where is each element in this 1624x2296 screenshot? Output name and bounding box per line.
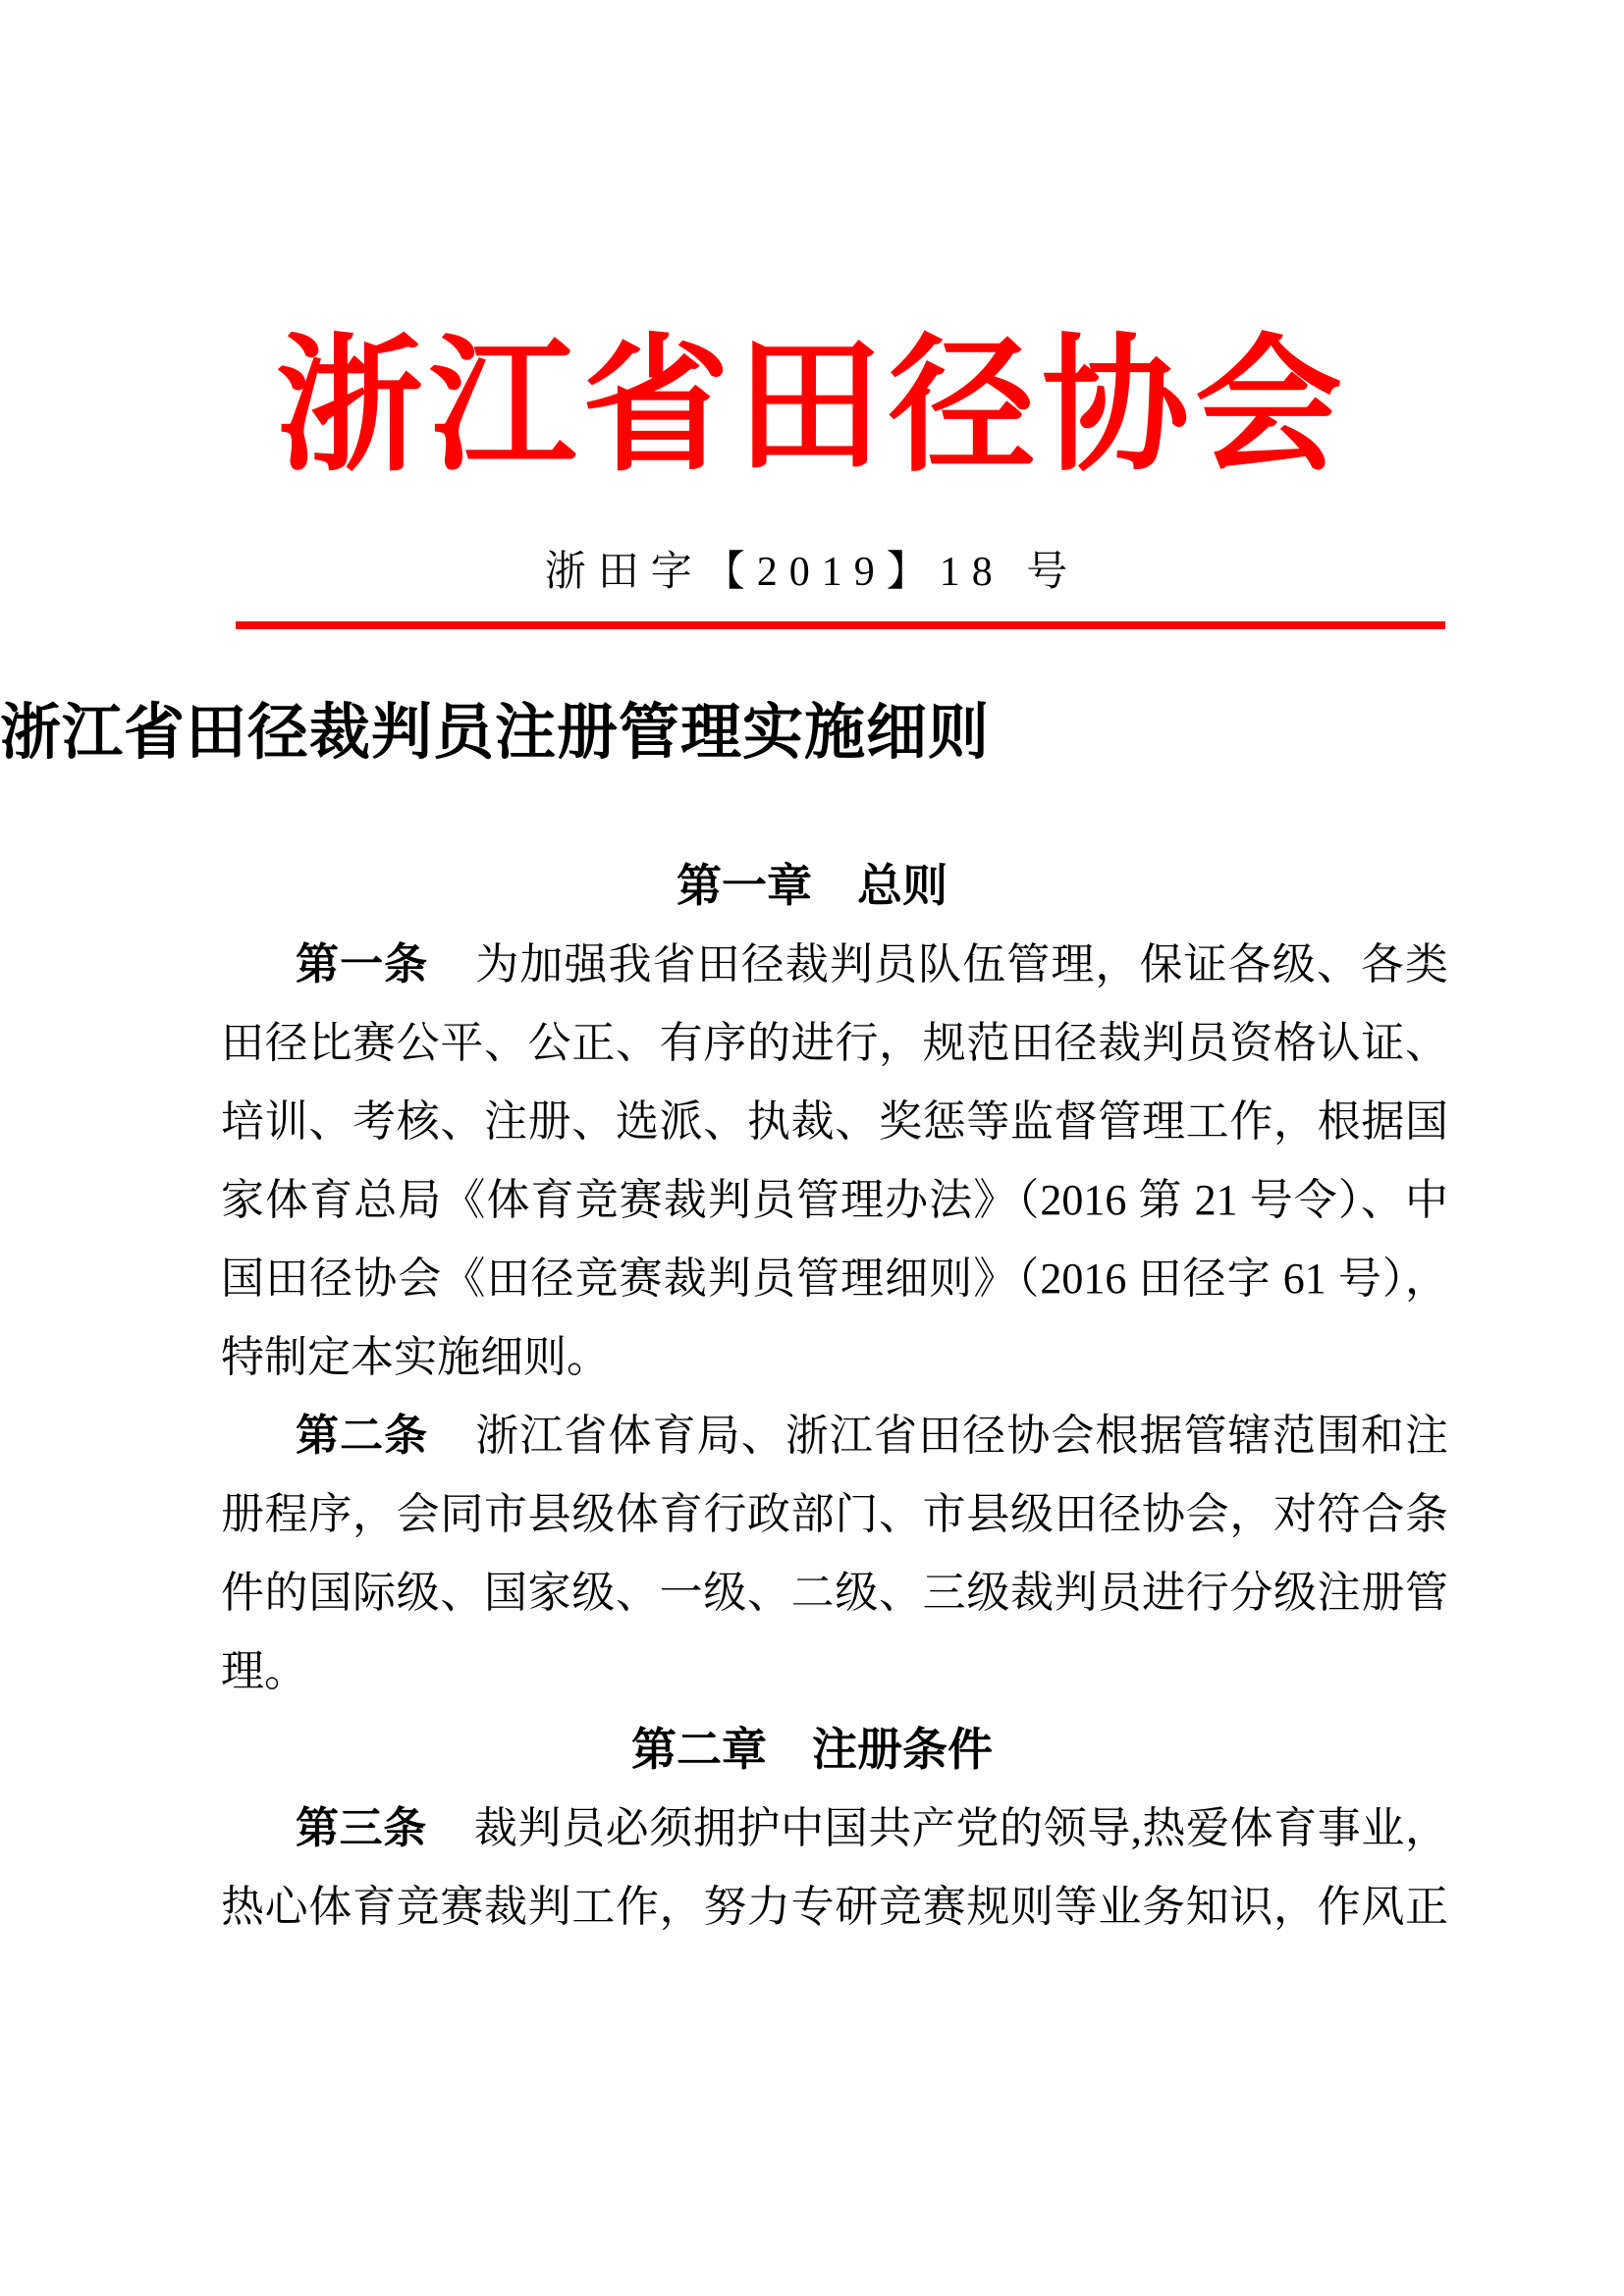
article-1-line-5: 国田径协会《田径竞赛裁判员管理细则》（2016 田径字 61 号）， xyxy=(221,1255,1448,1303)
article-1-line-1 xyxy=(221,926,1448,1004)
document-title: 浙江省田径裁判员注册管理实施细则 xyxy=(0,699,991,767)
article-1-line-3: 培训、考核、注册、选派、执裁、奖惩等监督管理工作，根据国 xyxy=(221,1097,1448,1146)
document-body xyxy=(0,694,1449,1947)
article-2-label: 第二条 xyxy=(296,1412,429,1460)
article-1-label: 第一条 xyxy=(296,940,429,988)
article-2-line-3: 件的国际级、国家级、一级、二级、三级裁判员进行分级注册管 xyxy=(221,1569,1448,1617)
chapter-2-heading: 第二章 注册条件 xyxy=(631,1725,993,1775)
letterhead xyxy=(221,326,1448,629)
article-1-line-1-text: 为加强我省田径裁判员队伍管理，保证各级、各类 xyxy=(475,940,1448,988)
article-2-line-4: 理。 xyxy=(221,1647,307,1695)
article-1-line-2: 田径比赛公平、公正、有序的进行，规范田径裁判员资格认证、 xyxy=(221,1019,1448,1067)
letterhead-divider xyxy=(236,621,1445,629)
article-2-line-1 xyxy=(221,1397,1448,1475)
article-3-label: 第三条 xyxy=(296,1804,427,1852)
article-3-line-1-text: 裁判员必须拥护中国共产党的领导,热爱体育事业， xyxy=(473,1804,1449,1852)
article-1-line-4: 家体育总局《体育竞赛裁判员管理办法》（2016 第 21 号令）、中 xyxy=(221,1176,1448,1224)
org-name-title: 浙江省田径协会 xyxy=(275,326,1348,489)
article-2-line-2: 册程序，会同市县级体育行政部门、市县级田径协会，对符合条 xyxy=(221,1490,1448,1538)
article-3-line-1 xyxy=(221,1789,1448,1868)
article-3-line-2: 热心体育竞赛裁判工作，努力专研竞赛规则等业务知识，作风正 xyxy=(221,1883,1448,1931)
article-2-line-1-text: 浙江省体育局、浙江省田径协会根据管辖范围和注 xyxy=(475,1412,1448,1460)
chapter-1-heading: 第一章 总则 xyxy=(677,861,947,911)
article-1-line-6: 特制定本实施细则。 xyxy=(221,1333,610,1381)
doc-number: 浙田字【2019】18 号 xyxy=(544,550,1080,595)
